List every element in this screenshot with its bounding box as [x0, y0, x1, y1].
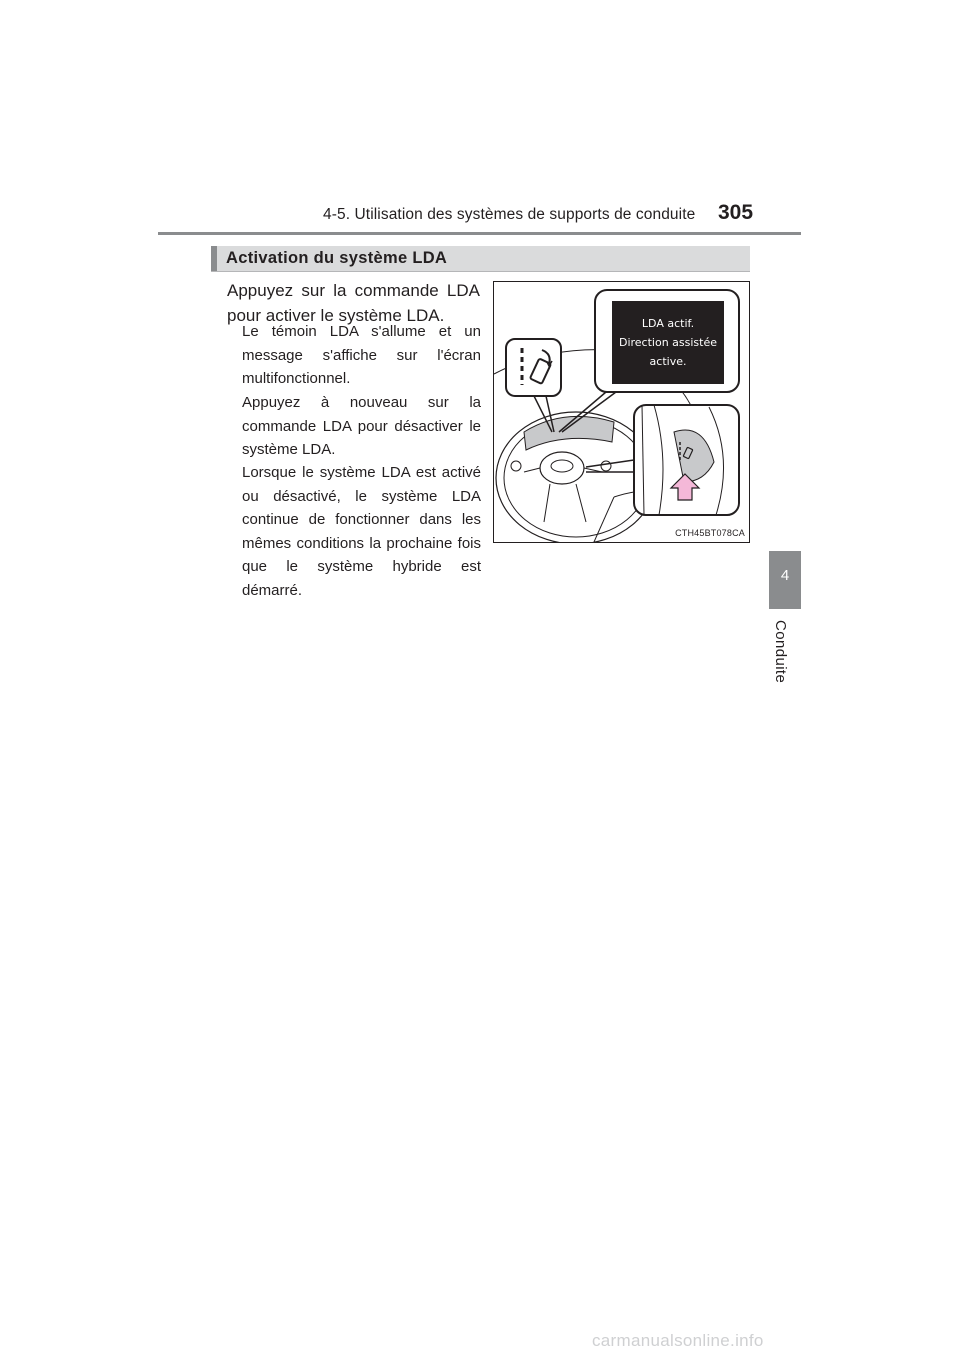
section-title: Activation du système LDA: [226, 249, 448, 267]
note-state-retained: Lorsque le système LDA est activé ou désactivé, le système LDA continue de fonctionner dans les mêmes conditions la prochaine fois que le système hybride est démarré.: [242, 464, 481, 599]
note-press-again: Appuyez à nouveau sur la commande LDA pour désactiver le système LDA.: [242, 394, 481, 458]
message-line: active.: [649, 355, 687, 368]
watermark: carmanualsonline.info: [592, 1331, 764, 1350]
section-header-bar: [211, 246, 750, 272]
lda-illustration: [493, 281, 750, 543]
chapter-tab[interactable]: [769, 551, 801, 609]
header-rule: [158, 232, 801, 235]
chapter-label: Conduite: [772, 620, 789, 684]
figure-code: CTH45BT078CA: [675, 528, 745, 538]
chapter-number: 4: [780, 567, 790, 584]
message-line: LDA actif.: [641, 317, 695, 330]
multi-display-message: [612, 301, 724, 384]
page-number: 305: [718, 201, 754, 224]
header-title: 4-5. Utilisation des systèmes de supports de conduite: [323, 206, 696, 223]
note-indicator-on: Le témoin LDA s'allume et un message s'affiche sur l'écran multifonctionnel.: [242, 323, 481, 387]
instruction-text: Appuyez sur la commande LDA pour activer le système LDA.: [227, 281, 480, 325]
message-line: Direction assistée: [618, 336, 718, 349]
